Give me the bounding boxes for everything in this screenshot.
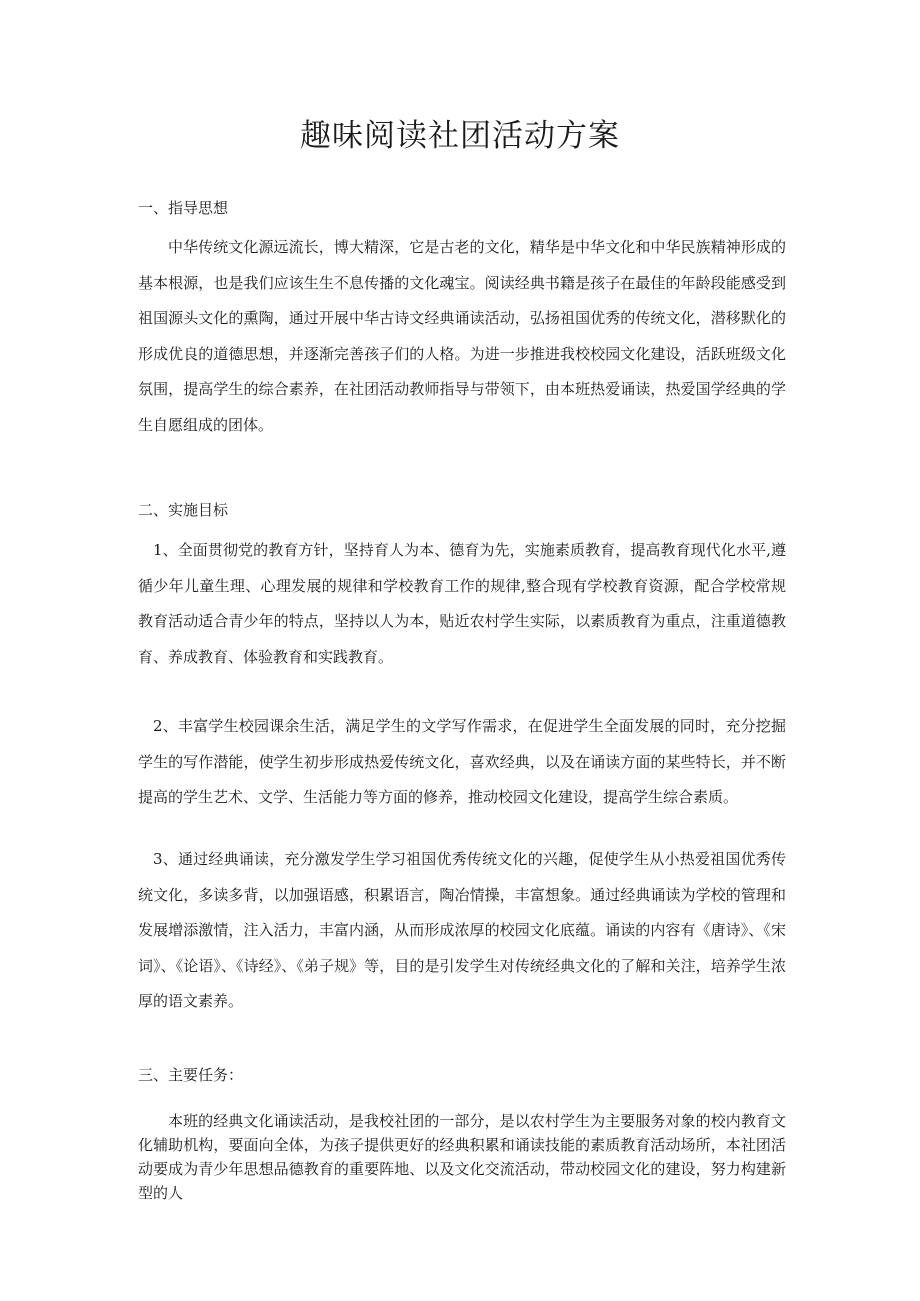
paragraph-goal-2: 2、丰富学生校园课余生活，满足学生的文学写作需求，在促进学生全面发展的同时，充分挖掘学生的写作潜能，使学生初步形成热爱传统文化，喜欢经典，以及在诵读方面的某些特长，并不断提高的学生艺术、文学、生活能力等方面的修养，推动校园文化建设，提高学生综合素质。 xyxy=(138,717,786,806)
page-title: 趣味阅读社团活动方案 xyxy=(300,118,620,154)
section-heading-guiding-ideology: 一、指导思想 xyxy=(138,199,229,217)
paragraph-goal-1: 1、全面贯彻党的教育方针，坚持育人为本、德育为先，实施素质教育，提高教育现代化水平,遵循少年儿童生理、心理发展的规律和学校教育工作的规律,整合现有学校教育资源，配合学校常规教育活动适合青少年的特点，坚持以人为本，贴近农村学生实际，以素质教育为重点，注重道德教育、养成教育、体验教育和实践教育。 xyxy=(138,541,786,666)
paragraph-goal-3: 3、通过经典诵读，充分激发学生学习祖国优秀传统文化的兴趣，促使学生从小热爱祖国优秀传统文化，多读多背，以加强语感，积累语言，陶冶情操，丰富想象。通过经典诵读为学校的管理和发展增添激情，注入活力，丰富内涵，从而形成浓厚的校园文化底蕴。诵读的内容有《唐诗》、《宋词》、《论语》、《诗经》、《弟子规》等，目的是引发学生对传统经典文化的了解和关注，培养学生浓厚的语文素养。 xyxy=(138,850,786,1010)
section-heading-implementation-goals: 二、实施目标 xyxy=(138,501,229,519)
section-heading-main-tasks: 三、主要任务： xyxy=(138,1066,244,1084)
paragraph-guiding-ideology: 中华传统文化源远流长，博大精深，它是古老的文化，精华是中华文化和中华民族精神形成的基本根源，也是我们应该生生不息传播的文化魂宝。阅读经典书籍是孩子在最佳的年龄段能感受到祖国源头文化的熏陶，通过开展中华古诗文经典诵读活动，弘扬祖国优秀的传统文化，潜移默化的形成优良的道德思想，并逐渐完善孩子们的人格。为进一步推进我校校园文化建设，活跃班级文化氛围，提高学生的综合素养，在社团活动教师指导与带领下，由本班热爱诵读，热爱国学经典的学生自愿组成的团体。 xyxy=(138,238,786,434)
paragraph-main-tasks: 本班的经典文化诵读活动，是我校社团的一部分，是以农村学生为主要服务对象的校内教育文化辅助机构，要面向全体，为孩子提供更好的经典积累和诵读技能的素质教育活动场所，本社团活动要成为青少年思想品德教育的重要阵地、以及文化交流活动，带动校园文化的建设，努力构建新型的人 xyxy=(138,1112,786,1202)
